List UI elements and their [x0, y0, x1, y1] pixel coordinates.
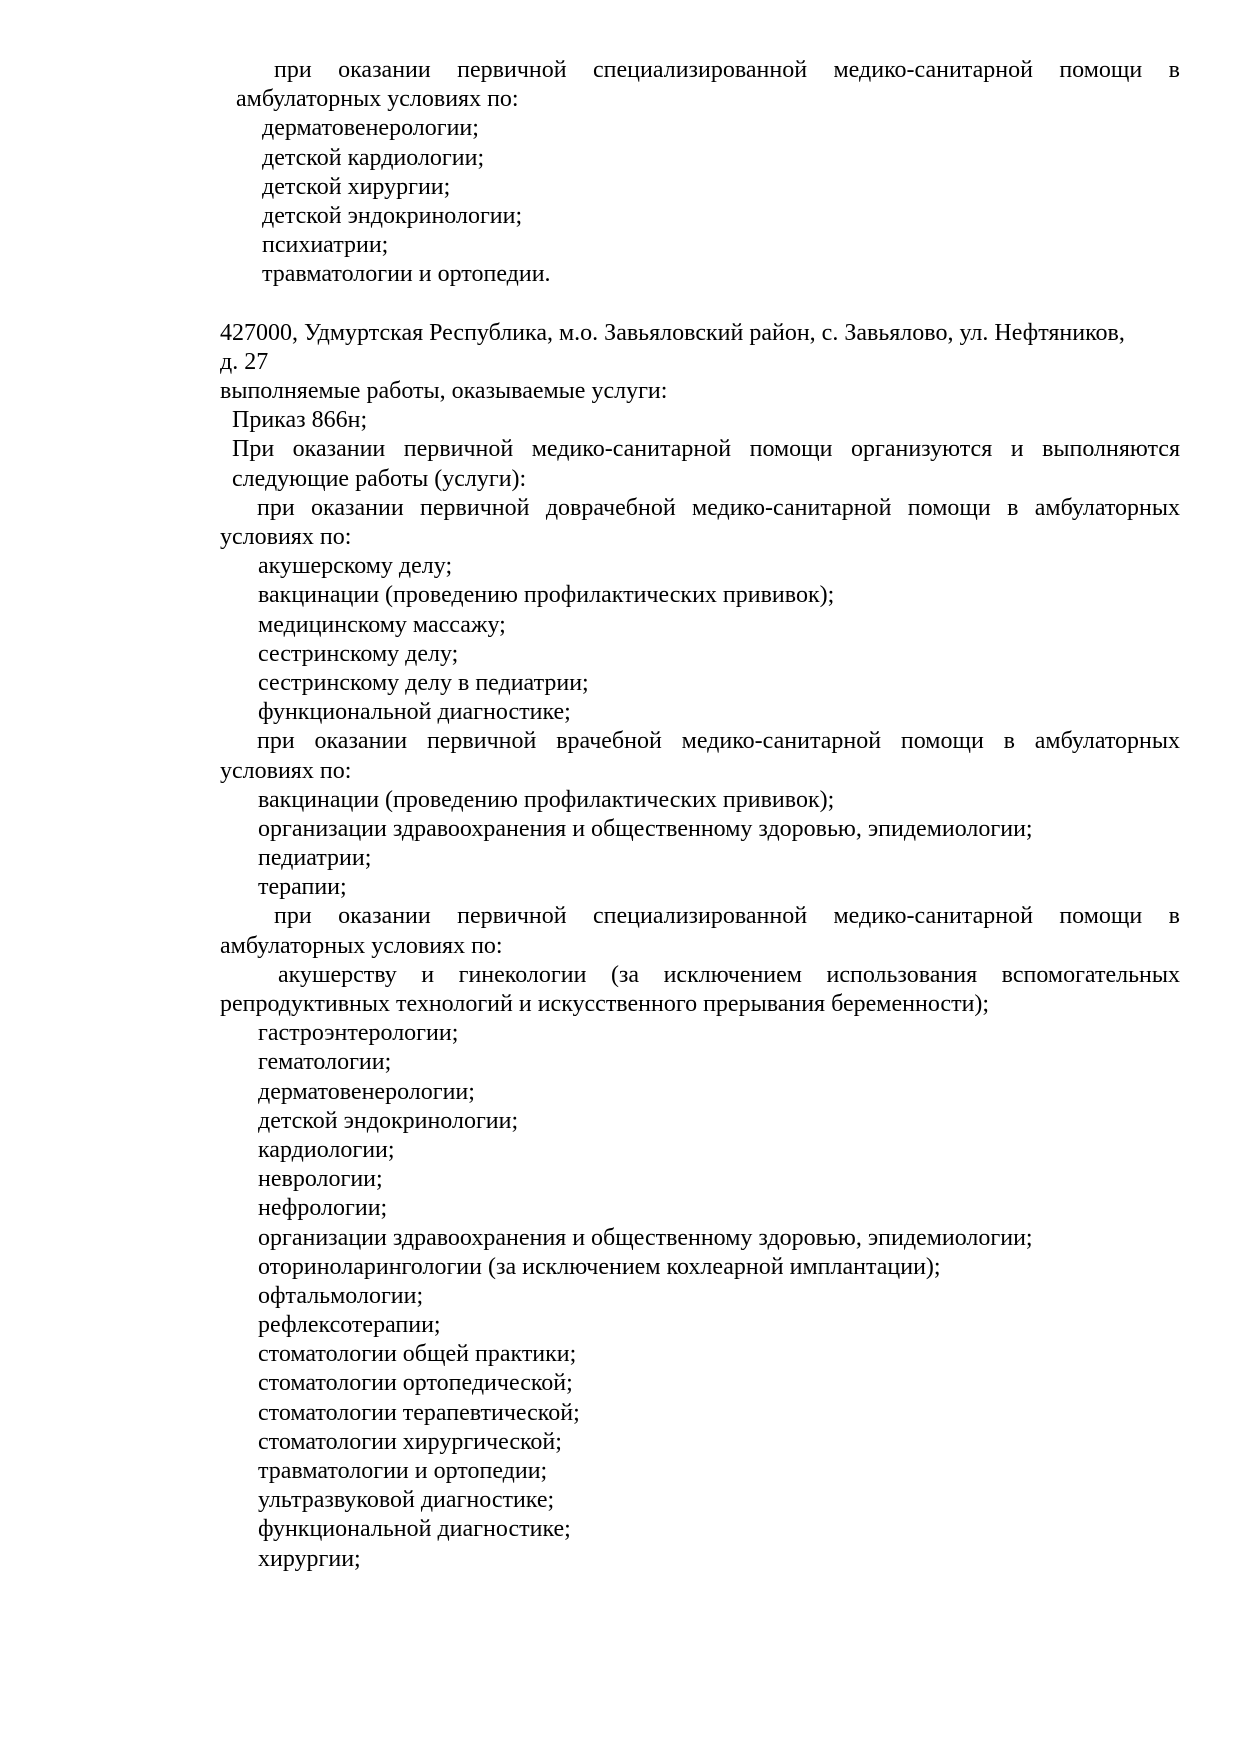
document-line: следующие работы (услуги): — [232, 465, 527, 492]
document-line: дерматовенерологии; — [258, 1078, 475, 1105]
document-line: стоматологии терапевтической; — [258, 1399, 580, 1426]
document-line: сестринскому делу; — [258, 640, 459, 667]
document-line: стоматологии общей практики; — [258, 1341, 577, 1368]
document-line: организации здравоохранения и общественному здоровью, эпидемиологии; — [258, 815, 1033, 842]
license-works-services-text — [220, 56, 1180, 1574]
document-line: детской кардиологии; — [262, 144, 485, 171]
document-line: гастроэнтерологии; — [258, 1020, 459, 1047]
document-line: д. 27 — [220, 348, 269, 375]
document-line: При оказании первичной медико-санитарной помощи организуются и выполняются — [232, 436, 1180, 463]
document-line: оториноларингологии (за исключением кохлеарной имплантации); — [258, 1253, 941, 1280]
document-line: дерматовенерологии; — [262, 115, 479, 142]
document-line: 427000, Удмуртская Республика, м.о. Завьяловский район, с. Завьялово, ул. Нефтяников, — [220, 319, 1125, 346]
document-line: медицинскому массажу; — [258, 611, 506, 638]
document-line: нефрологии; — [258, 1195, 388, 1222]
document-line: функциональной диагностике; — [258, 1516, 571, 1543]
document-line: при оказании первичной врачебной медико-санитарной помощи в амбулаторных — [257, 728, 1180, 755]
document-line: травматологии и ортопедии. — [262, 261, 551, 288]
document-line: детской эндокринологии; — [258, 1107, 519, 1134]
document-line: репродуктивных технологий и искусственного прерывания беременности); — [220, 991, 990, 1017]
document-line: выполняемые работы, оказываемые услуги: — [220, 378, 668, 405]
document-line: стоматологии ортопедической; — [258, 1370, 573, 1397]
document-line: организации здравоохранения и общественному здоровью, эпидемиологии; — [258, 1224, 1033, 1251]
document-line: условиях по: — [220, 524, 352, 550]
document-line: рефлексотерапии; — [258, 1312, 441, 1339]
document-line: условиях по: — [220, 757, 352, 784]
document-line: неврологии; — [258, 1166, 383, 1193]
document-line: педиатрии; — [258, 845, 372, 872]
document-line: Приказ 866н; — [232, 407, 368, 434]
document-line: детской эндокринологии; — [262, 202, 523, 229]
document-line: сестринскому делу в педиатрии; — [258, 669, 589, 696]
document-line: ультразвуковой диагностике; — [258, 1487, 555, 1514]
document-line: при оказании первичной специализированной медико-санитарной помощи в — [274, 57, 1180, 83]
document-line: кардиологии; — [258, 1136, 395, 1163]
document-line: при оказании первичной специализированной медико-санитарной помощи в — [274, 903, 1180, 930]
document-line: офтальмологии; — [258, 1282, 424, 1309]
document-line: акушерству и гинекологии (за исключением использования вспомогательных — [278, 961, 1180, 988]
blank-line — [220, 290, 1180, 319]
document-line: вакцинации (проведению профилактических прививок); — [258, 786, 835, 813]
document-line: при оказании первичной доврачебной медико-санитарной помощи в амбулаторных — [257, 494, 1180, 521]
document-line: амбулаторных условиях по: — [220, 932, 503, 959]
document-line: акушерскому делу; — [258, 553, 453, 580]
document-line: психиатрии; — [262, 232, 389, 259]
document-line: травматологии и ортопедии; — [258, 1458, 548, 1484]
document-line: вакцинации (проведению профилактических прививок); — [258, 582, 835, 609]
document-line: функциональной диагностике; — [258, 699, 571, 726]
document-line: хирургии; — [258, 1545, 361, 1572]
document-line: терапии; — [258, 874, 347, 901]
document-line: стоматологии хирургической; — [258, 1428, 562, 1455]
document-line: гематологии; — [258, 1049, 392, 1076]
document-line: детской хирургии; — [262, 173, 451, 200]
document-line: амбулаторных условиях по: — [236, 86, 519, 113]
